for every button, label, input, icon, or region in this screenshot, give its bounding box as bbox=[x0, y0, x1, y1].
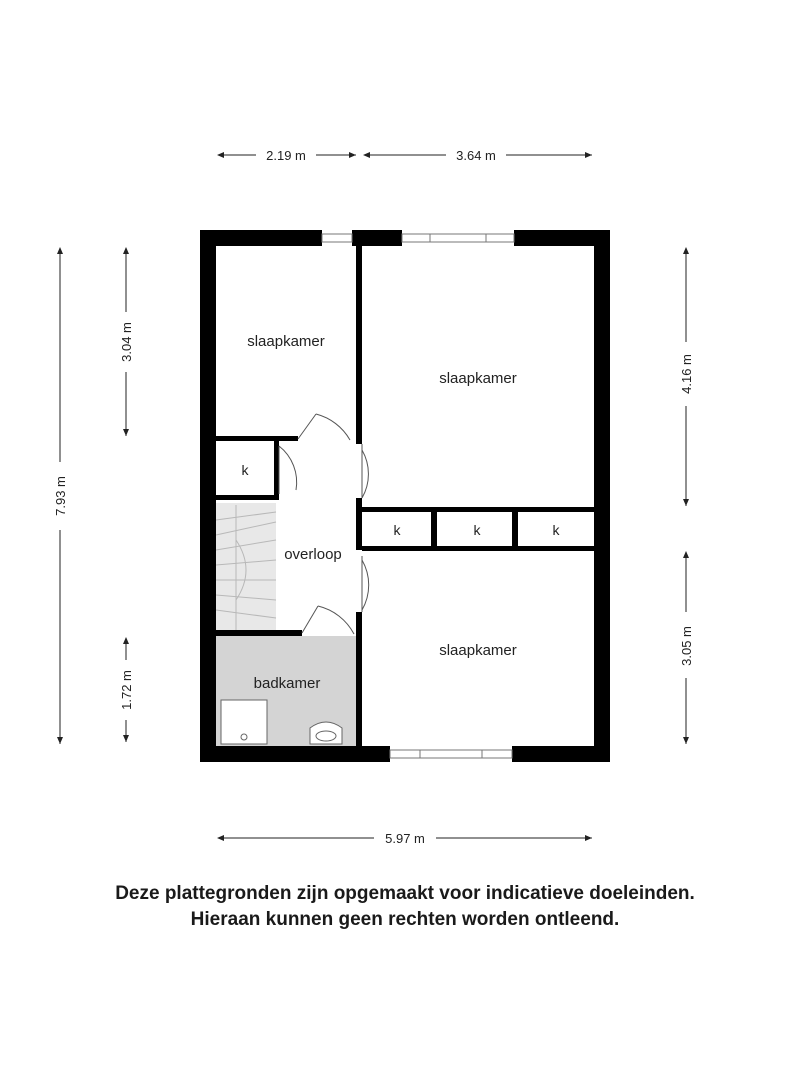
room-label-kast-4: k bbox=[552, 522, 560, 538]
room-label-slaapkamer-2: slaapkamer bbox=[439, 370, 517, 387]
room-label-kast-2: k bbox=[393, 522, 401, 538]
disclaimer-line-2: Hieraan kunnen geen rechten worden ontleend. bbox=[190, 909, 620, 930]
room-label-overloop: overloop bbox=[284, 546, 342, 563]
dim-right-upper: 4.16 m bbox=[679, 354, 694, 394]
disclaimer-line-1: Deze plattegronden zijn opgemaakt voor indicatieve doeleinden. bbox=[115, 883, 695, 904]
dim-left-total: 7.93 m bbox=[53, 476, 68, 516]
dim-top-right: 3.64 m bbox=[456, 148, 496, 163]
dim-right-lower: 3.05 m bbox=[679, 626, 694, 666]
dim-left-upper: 3.04 m bbox=[119, 322, 134, 362]
dim-left-lower: 1.72 m bbox=[119, 670, 134, 710]
dimension-lines bbox=[60, 155, 686, 838]
room-label-badkamer: badkamer bbox=[253, 675, 321, 692]
room-label-slaapkamer-1: slaapkamer bbox=[247, 333, 325, 350]
room-label-slaapkamer-3: slaapkamer bbox=[439, 642, 517, 659]
dim-bottom: 5.97 m bbox=[385, 831, 425, 846]
doors bbox=[279, 414, 369, 634]
dim-top-left: 2.19 m bbox=[266, 148, 306, 163]
room-label-kast-1: k bbox=[241, 462, 249, 478]
room-label-kast-3: k bbox=[473, 522, 481, 538]
